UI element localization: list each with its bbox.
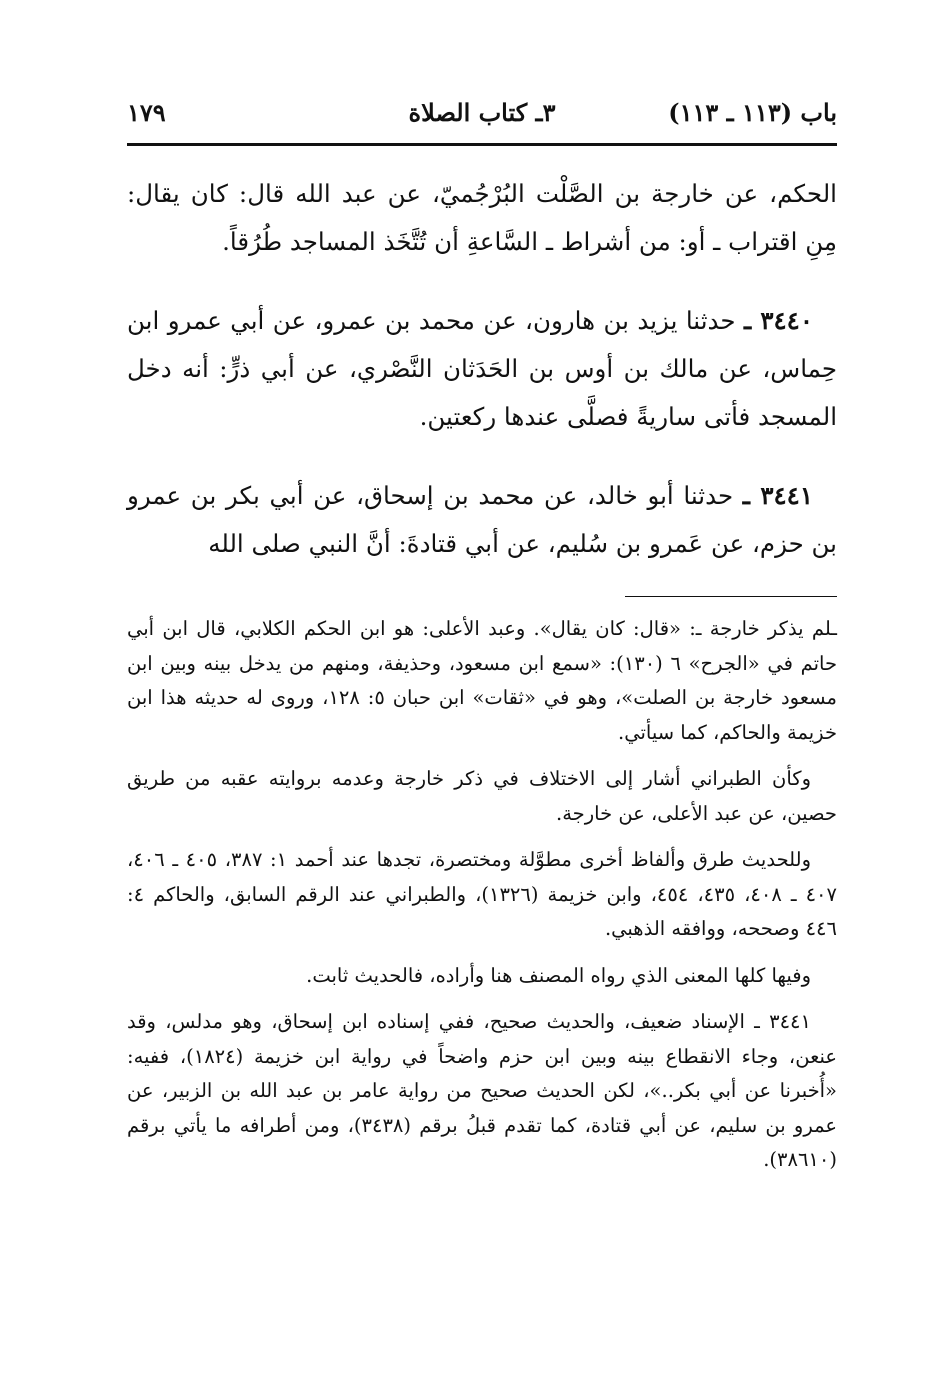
footnote-paragraph: وكأن الطبراني أشار إلى الاختلاف في ذكر خارجة وعدمه بروايته عقبه من طريق حصين، عن عبد الأعلى، عن خارجة. xyxy=(127,767,837,825)
running-header xyxy=(127,92,837,136)
header-divider xyxy=(127,143,837,146)
book-title: ٣ـ كتاب الصلاة xyxy=(408,98,556,127)
hadith-text: حدثنا يزيد بن هارون، عن محمد بن عمرو، عن أبي عمرو ابن حِماس، عن مالك بن أوس بن الحَدَثان النَّصْري، عن أبي ذرٍّ: أنه دخل المسجد فأتى ساريةً فصلَّى عندها ركعتين. xyxy=(127,306,837,431)
hadith-number: ٣٤٤١ ـ xyxy=(742,481,813,510)
hadith-paragraph xyxy=(127,170,837,266)
hadith-text: حدثنا أبو خالد، عن محمد بن إسحاق، عن أبي بكر بن عمرو بن حزم، عن عَمرو بن سُليم، عن أبي قتادةَ: أنَّ النبي صلى الله xyxy=(127,481,837,558)
footnotes xyxy=(127,612,837,1190)
book-page xyxy=(127,0,837,1386)
main-text xyxy=(127,170,837,599)
footnote-paragraph: وفيها كلها المعنى الذي رواه المصنف هنا وأراده، فالحديث ثابت. xyxy=(306,963,811,987)
chapter-heading: باب (١١٣ ـ ١١٣) xyxy=(668,98,837,127)
hadith-text: الحكم، عن خارجة بن الصَّلْت البُرْجُميّ، عن عبد الله قال: كان يقال: مِنِ اقتراب ـ أو: من أشراط ـ السَّاعةِ أن تُتَّخَذ المساجد طُرُقاً. xyxy=(127,179,837,256)
hadith-paragraph xyxy=(127,472,837,568)
footnote-paragraph: ٣٤٤١ ـ الإسناد ضعيف، والحديث صحيح، ففي إسناده ابن إسحاق، وهو مدلس، وقد عنعن، وجاء الانقطاع بينه وبين ابن حزم واضحاً في رواية ابن خزيمة (١٨٢٤)، ففيه: «أُخبرنا عن أبي بكر..»، لكن الحديث صحيح من رواية عامر بن عبد الله بن الزبير، عن عمرو بن سليم، عن أبي قتادة، كما تقدم قبلُ برقم (٣٤٣٨)، ومن أطرافه ما يأتي برقم (٣٨٦١٠). xyxy=(127,1010,837,1171)
hadith-paragraph xyxy=(127,297,837,441)
footnote-divider xyxy=(625,596,837,597)
footnote-paragraph: وللحديث طرق وألفاظ أخرى مطوَّلة ومختصرة، تجدها عند أحمد ١: ٣٨٧، ٤٠٥ ـ ٤٠٦، ٤٠٧ ـ ٤٠٨، ٤٣٥، ٤٥٤، وابن خزيمة (١٣٢٦)، والطبراني عند الرقم السابق، والحاكم ٤: ٤٤٦ وصححه، ووافقه الذهبي. xyxy=(127,848,837,940)
footnote-paragraph: ـلم يذكر خارجة ـ: «قال: كان يقال». وعبد الأعلى: هو ابن الحكم الكلابي، قال ابن أبي حاتم في «الجرح» ٦ (١٣٠): «سمع ابن مسعود، وحذيفة، ومنهم من يدخل بينه وبين ابن مسعود خارجة بن الصلت»، وهو في «ثقات» ابن حبان ٥: ١٢٨، وروى له حديثه هذا ابن خزيمة والحاكم، كما سيأتي. xyxy=(127,617,838,744)
hadith-number: ٣٤٤٠ ـ xyxy=(743,306,813,335)
page-number: ١٧٩ xyxy=(127,98,166,127)
